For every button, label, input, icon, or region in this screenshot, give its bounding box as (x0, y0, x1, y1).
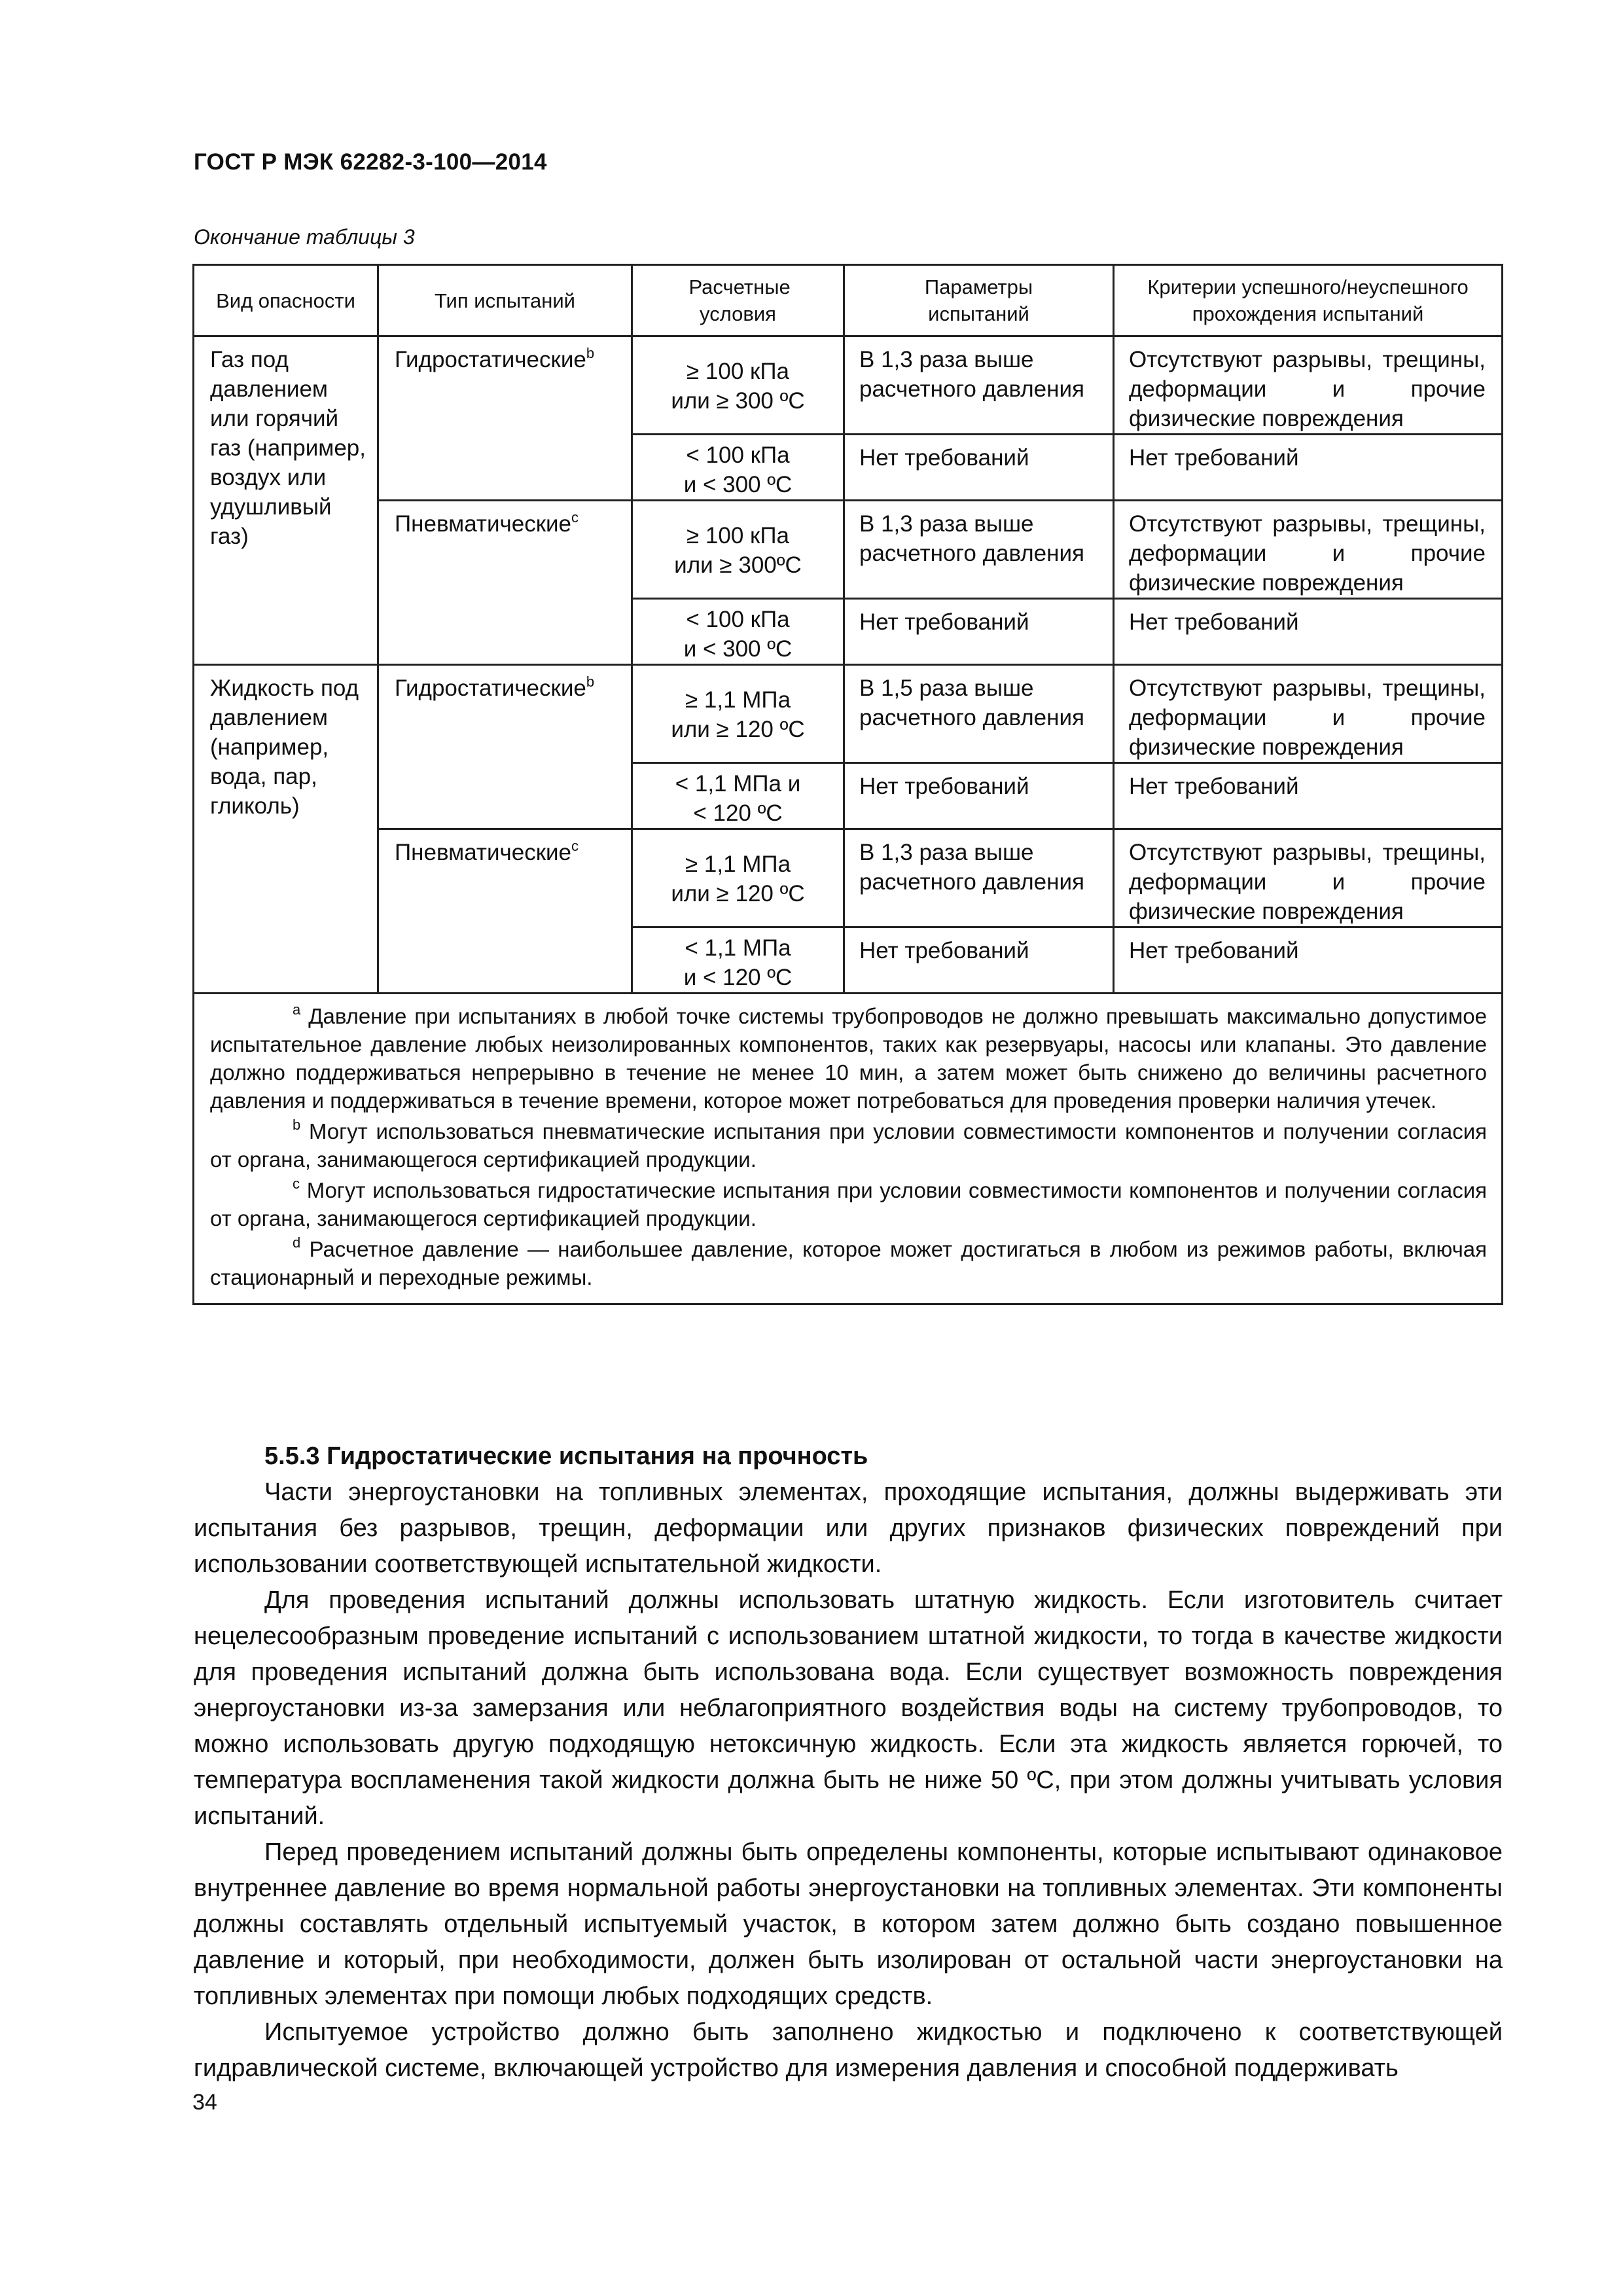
criteria-cell: Нет требований (1114, 927, 1503, 994)
section-paragraph: Перед проведением испытаний должны быть определены компоненты, которые испытывают одинаковое внутреннее давление во время нормальной работы энергоустановки на топливных элементах. Эти компоненты должны составлять отдельный испытуемый участок, в котором затем должно быть создано повышенное давление и который, при необходимости, должен быть изолирован от остальной части энергоустановки на топливных элементах при помощи любых подходящих средств. (194, 1839, 1503, 2010)
table-notes (194, 994, 1503, 1304)
test-type-cell (378, 829, 632, 994)
section-paragraph: Части энергоустановки на топливных элементах, проходящие испытания, должны выдерживать эти испытания без разрывов, трещин, деформации или других признаков физических повреждений при использовании соответствующей испытательной жидкости. (194, 1479, 1503, 1578)
condition-cell (632, 336, 844, 435)
parameters-cell: Нет требований (844, 435, 1114, 501)
table-row (194, 501, 1503, 599)
condition-line: и < 300 ºС (683, 636, 793, 662)
footnote-mark: d (293, 1234, 301, 1251)
criteria-cell: Отсутствуют разрывы, трещины, деформации и прочие физические повреждения (1114, 829, 1503, 927)
criteria-cell: Отсутствуют разрывы, трещины, деформации и прочие физические повреждения (1114, 501, 1503, 599)
test-type-name: Гидростатические (395, 675, 586, 701)
document-header: ГОСТ Р МЭК 62282-3-100—2014 (194, 149, 547, 175)
footnote-mark: c (293, 1175, 300, 1192)
condition-line: < 1,1 МПа (685, 935, 791, 961)
test-type-name: Гидростатические (395, 347, 586, 372)
footnote-mark: b (293, 1117, 301, 1133)
criteria-cell: Нет требований (1114, 435, 1503, 501)
column-header (1114, 265, 1503, 336)
condition-line: или ≥ 120 ºС (671, 717, 805, 742)
condition-cell (632, 763, 844, 829)
criteria-cell: Отсутствуют разрывы, трещины, деформации и прочие физические повреждения (1114, 665, 1503, 763)
parameters-cell: Нет требований (844, 599, 1114, 665)
parameters-cell: Нет требований (844, 927, 1114, 994)
condition-cell (632, 501, 844, 599)
condition-line: или ≥ 300ºС (674, 552, 802, 578)
table-note-text: Могут использоваться гидростатические испытания при условии совместимости компонентов и получении согласия от органа, занимающегося сертификацией продукции. (210, 1178, 1487, 1230)
table-note (210, 1235, 1487, 1291)
parameters-cell: В 1,3 раза выше расчетного давления (844, 501, 1114, 599)
test-type-name: Пневматические (395, 511, 572, 537)
parameters-cell: В 1,3 раза выше расчетного давления (844, 336, 1114, 435)
condition-cell (632, 599, 844, 665)
footnote-mark: b (586, 345, 595, 361)
condition-line: ≥ 100 кПа (687, 523, 789, 548)
table-note (210, 1117, 1487, 1174)
criteria-cell: Нет требований (1114, 599, 1503, 665)
column-header-text: Расчетные условия (688, 276, 791, 325)
footnote-mark: b (586, 673, 595, 690)
footnote-mark: a (293, 1001, 301, 1018)
test-type-cell (378, 336, 632, 501)
condition-line: < 120 ºС (693, 800, 783, 826)
condition-line: < 1,1 МПа и (675, 771, 801, 797)
table-note-text: Могут использоваться пневматические испытания при условии совместимости компонентов и получении согласия от органа, занимающегося сертификацией продукции. (210, 1119, 1487, 1172)
criteria-cell: Нет требований (1114, 763, 1503, 829)
condition-line: или ≥ 120 ºС (671, 881, 805, 906)
table-note (210, 1002, 1487, 1115)
table-note-text: Расчетное давление — наибольшее давление, которое может достигаться в любом из режимов работы, включая стационарный и переходные режимы. (210, 1237, 1487, 1289)
column-header-text: Параметры испытаний (924, 276, 1033, 325)
condition-line: ≥ 1,1 МПа (685, 852, 791, 877)
condition-cell (632, 927, 844, 994)
condition-line: или ≥ 300 ºС (671, 388, 805, 414)
test-type-cell (378, 501, 632, 665)
column-header: Вид опасности (194, 265, 378, 336)
parameters-cell: Нет требований (844, 763, 1114, 829)
condition-line: и < 120 ºС (683, 965, 793, 990)
table-caption: Окончание таблицы 3 (194, 225, 415, 249)
test-type-name: Пневматические (395, 840, 572, 865)
parameters-cell: В 1,3 раза выше расчетного давления (844, 829, 1114, 927)
condition-line: < 100 кПа (686, 442, 790, 468)
table-notes-row (194, 994, 1503, 1304)
table-note-text: Давление при испытаниях в любой точке системы трубопроводов не должно превышать максимально допустимое испытательное давление любых неизолированных компонентов, таких как резервуары, насосы или клапаны. Это давление должно поддерживаться непрерывно в течение не менее 10 мин, а затем может быть снижено до величины расчетного давления и поддерживаться в течение времени, которое может потребоваться для проведения проверки наличия утечек. (210, 1004, 1488, 1113)
parameters-cell: В 1,5 раза выше расчетного давления (844, 665, 1114, 763)
hazard-cell: Газ под давлением или горячий газ (например, воздух или удушливый газ) (194, 336, 378, 665)
condition-line: и < 300 ºС (683, 472, 793, 497)
condition-cell (632, 435, 844, 501)
hazard-test-table (192, 264, 1503, 1305)
condition-cell (632, 829, 844, 927)
condition-cell (632, 665, 844, 763)
table-row (194, 665, 1503, 763)
page-number: 34 (192, 2090, 217, 2115)
table-row (194, 336, 1503, 435)
table-note (210, 1176, 1487, 1232)
condition-line: ≥ 100 кПа (687, 359, 789, 384)
footnote-mark: c (571, 838, 579, 854)
section-body (194, 1439, 1503, 2087)
condition-line: < 100 кПа (686, 607, 790, 632)
footnote-mark: c (571, 509, 579, 526)
hazard-cell: Жидкость под давлением (например, вода, пар, гликоль) (194, 665, 378, 994)
table-row (194, 829, 1503, 927)
criteria-cell: Отсутствуют разрывы, трещины, деформации и прочие физические повреждения (1114, 336, 1503, 435)
test-type-cell (378, 665, 632, 829)
condition-line: ≥ 1,1 МПа (685, 687, 791, 713)
column-header (844, 265, 1114, 336)
column-header (632, 265, 844, 336)
column-header: Тип испытаний (378, 265, 632, 336)
section-title: 5.5.3 Гидростатические испытания на прочность (264, 1443, 868, 1470)
column-header-text: Критерии успешного/неуспешного прохождения испытаний (1147, 276, 1469, 325)
section-paragraph: Для проведения испытаний должны использовать штатную жидкость. Если изготовитель считает нецелесообразным проведение испытаний с использованием штатной жидкости, то тогда в качестве жидкости для проведения испытаний должна быть использована вода. Если существует возможность повреждения энергоустановки из-за замерзания или неблагоприятного воздействия воды на систему трубопроводов, то можно использовать другую подходящую нетоксичную жидкость. Если эта жидкость является горючей, то температура воспламенения такой жидкости должна быть не ниже 50 ºС, при этом должны учитывать условия испытаний. (194, 1587, 1503, 1830)
section-paragraph: Испытуемое устройство должно быть заполнено жидкостью и подключено к соответствующей гидравлической системе, включающей устройство для измерения давления и способной поддерживать (194, 2018, 1503, 2082)
table-header-row (194, 265, 1503, 336)
